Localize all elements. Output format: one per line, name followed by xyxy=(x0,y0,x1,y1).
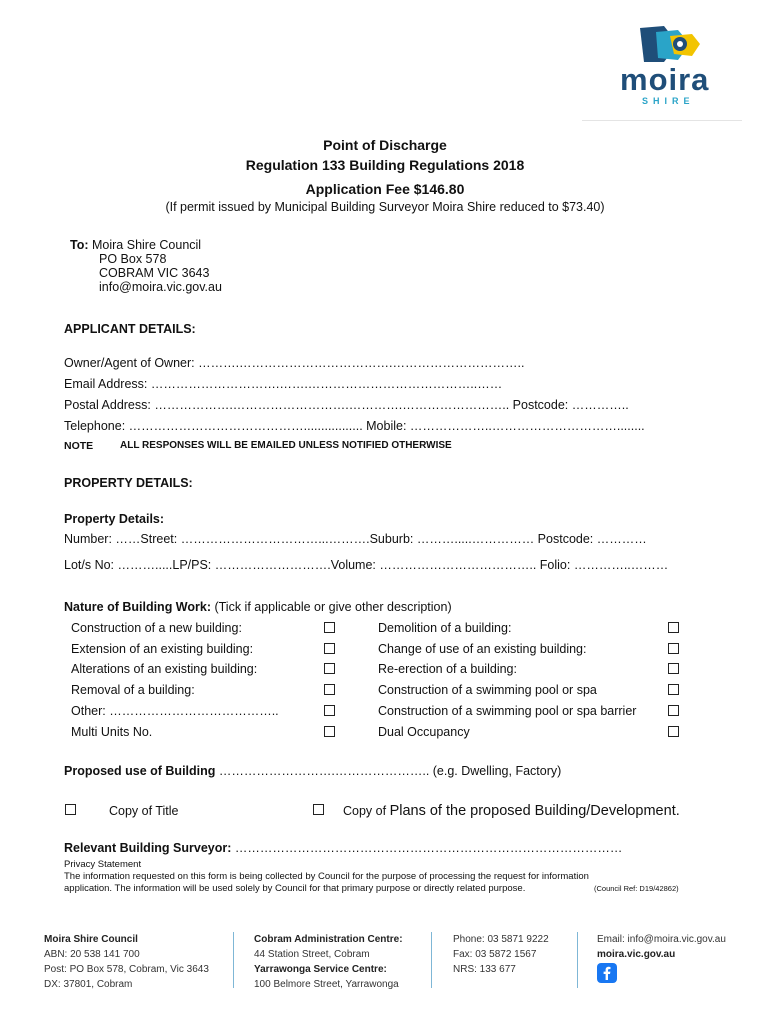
footer-dx: DX: 37801, Cobram xyxy=(44,979,133,990)
footer-yarrawonga-centre: Yarrawonga Service Centre: xyxy=(254,964,387,975)
nature-heading-label: Nature of Building Work: xyxy=(64,600,211,614)
checkbox-other[interactable] xyxy=(324,705,335,716)
option-new-building: Construction of a new building: xyxy=(71,621,242,635)
checkbox-dual-occupancy[interactable] xyxy=(668,726,679,737)
footer-nrs: NRS: 133 677 xyxy=(453,964,516,975)
checkbox-multi-units[interactable] xyxy=(324,726,335,737)
lot-fields[interactable]: Lot/s No: ……….....LP/PS: ……………………….Volume: ……………………………….. Folio: …………..……… xyxy=(64,558,669,572)
option-pool: Construction of a swimming pool or spa xyxy=(378,683,597,697)
copy-of-plans-prefix: Copy of xyxy=(343,804,390,818)
fee-note: (If permit issued by Municipal Building Surveyor Moira Shire reduced to $73.40) xyxy=(165,200,605,214)
nature-heading-note: (Tick if applicable or give other description) xyxy=(211,600,452,614)
to-block xyxy=(70,238,201,252)
checkbox-pool[interactable] xyxy=(668,684,679,695)
to-line-2: PO Box 578 xyxy=(99,252,167,266)
footer-cobram-address: 44 Station Street, Cobram xyxy=(254,949,370,960)
footer-email[interactable]: Email: info@moira.vic.gov.au xyxy=(597,934,726,945)
footer-council xyxy=(44,932,209,992)
building-surveyor-field[interactable] xyxy=(64,841,622,855)
option-pool-barrier: Construction of a swimming pool or spa barrier xyxy=(378,704,637,718)
privacy-line-2: application. The information will be used solely by Council for that primary purpose or directly related purpose. xyxy=(64,883,526,894)
checkbox-copy-of-title[interactable] xyxy=(65,804,76,815)
surveyor-line: ………………………………………………………………………………… xyxy=(231,841,623,855)
footer-contact xyxy=(597,932,726,962)
telephone-field[interactable]: Telephone: ……………………………………................. Mobile: ………………..…………………………........ xyxy=(64,419,645,433)
footer-website[interactable]: moira.vic.gov.au xyxy=(597,949,676,960)
property-subheading: Property Details: xyxy=(64,512,165,526)
option-removal: Removal of a building: xyxy=(71,683,195,697)
footer-abn: ABN: 20 538 141 700 xyxy=(44,949,140,960)
proposed-use-line: ……………………….………………….. (e.g. Dwelling, Factory) xyxy=(215,764,562,778)
proposed-use-field[interactable] xyxy=(64,764,561,778)
surveyor-label: Relevant Building Surveyor: xyxy=(64,841,232,855)
page-title: Point of Discharge xyxy=(323,137,447,153)
copy-of-plans-rest: Plans of the proposed Building/Development. xyxy=(389,803,680,819)
checkbox-copy-of-plans[interactable] xyxy=(313,804,324,815)
option-multi-units: Multi Units No. xyxy=(71,725,153,739)
option-dual-occupancy: Dual Occupancy xyxy=(378,725,470,739)
logo-name: moira xyxy=(620,62,710,97)
to-label: To: xyxy=(70,238,89,252)
option-re-erection: Re-erection of a building: xyxy=(378,662,517,676)
logo-shire: SHIRE xyxy=(642,96,695,106)
footer-phone xyxy=(453,932,549,977)
application-fee: Application Fee $146.80 xyxy=(305,181,465,197)
option-extension: Extension of an existing building: xyxy=(71,642,254,656)
footer-phone-number: Phone: 03 5871 9222 xyxy=(453,934,549,945)
property-heading: PROPERTY DETAILS: xyxy=(64,476,193,490)
address-fields[interactable]: Number: ……Street: ……………………………...……….Suburb: ……….....…………… Postcode: ………… xyxy=(64,532,647,546)
checkbox-pool-barrier[interactable] xyxy=(668,705,679,716)
footer-divider-1 xyxy=(233,932,234,988)
applicant-heading: APPLICANT DETAILS: xyxy=(64,322,196,336)
checkbox-re-erection[interactable] xyxy=(668,663,679,674)
facebook-icon[interactable] xyxy=(597,963,617,983)
footer-divider-3 xyxy=(577,932,578,988)
footer-centres xyxy=(254,932,403,992)
to-line-3: COBRAM VIC 3643 xyxy=(99,266,210,280)
option-demolition: Demolition of a building: xyxy=(378,621,512,635)
checkbox-change-of-use[interactable] xyxy=(668,643,679,654)
council-ref: (Council Ref: D19/42862) xyxy=(594,884,679,893)
postal-field[interactable]: Postal Address: ……………….……………………….………….…………………….. Postcode: ………….. xyxy=(64,398,629,412)
nature-heading xyxy=(64,600,452,614)
proposed-use-label: Proposed use of Building xyxy=(64,764,216,778)
to-line-4: info@moira.vic.gov.au xyxy=(99,280,222,294)
copy-of-plans-label xyxy=(343,802,680,820)
checkbox-demolition[interactable] xyxy=(668,622,679,633)
privacy-line-1: The information requested on this form is being collected by Council for the purpose of processing the request for information xyxy=(64,871,589,882)
owner-field[interactable]: Owner/Agent of Owner: ……….……………………………….………………………….. xyxy=(64,356,525,370)
page-subtitle: Regulation 133 Building Regulations 2018 xyxy=(245,157,525,173)
footer-council-name: Moira Shire Council xyxy=(44,934,138,945)
footer-fax: Fax: 03 5872 1567 xyxy=(453,949,537,960)
email-field[interactable]: Email Address: ………………………….…….…………………………………..…… xyxy=(64,377,503,391)
footer-cobram-centre: Cobram Administration Centre: xyxy=(254,934,403,945)
option-other[interactable]: Other: ………………………………….. xyxy=(71,704,279,718)
footer-post: Post: PO Box 578, Cobram, Vic 3643 xyxy=(44,964,209,975)
checkbox-extension[interactable] xyxy=(324,643,335,654)
footer-yarrawonga-address: 100 Belmore Street, Yarrawonga xyxy=(254,979,399,990)
note-text: ALL RESPONSES WILL BE EMAILED UNLESS NOTIFIED OTHERWISE xyxy=(120,440,452,451)
checkbox-alterations[interactable] xyxy=(324,663,335,674)
option-alterations: Alterations of an existing building: xyxy=(71,662,258,676)
copy-of-title-label: Copy of Title xyxy=(109,804,179,818)
note-label: NOTE xyxy=(64,440,94,452)
header-divider xyxy=(582,120,742,121)
privacy-heading: Privacy Statement xyxy=(64,859,142,870)
footer-divider-2 xyxy=(431,932,432,988)
checkbox-new-building[interactable] xyxy=(324,622,335,633)
to-line-1: Moira Shire Council xyxy=(92,238,202,252)
checkbox-removal[interactable] xyxy=(324,684,335,695)
option-change-of-use: Change of use of an existing building: xyxy=(378,642,587,656)
